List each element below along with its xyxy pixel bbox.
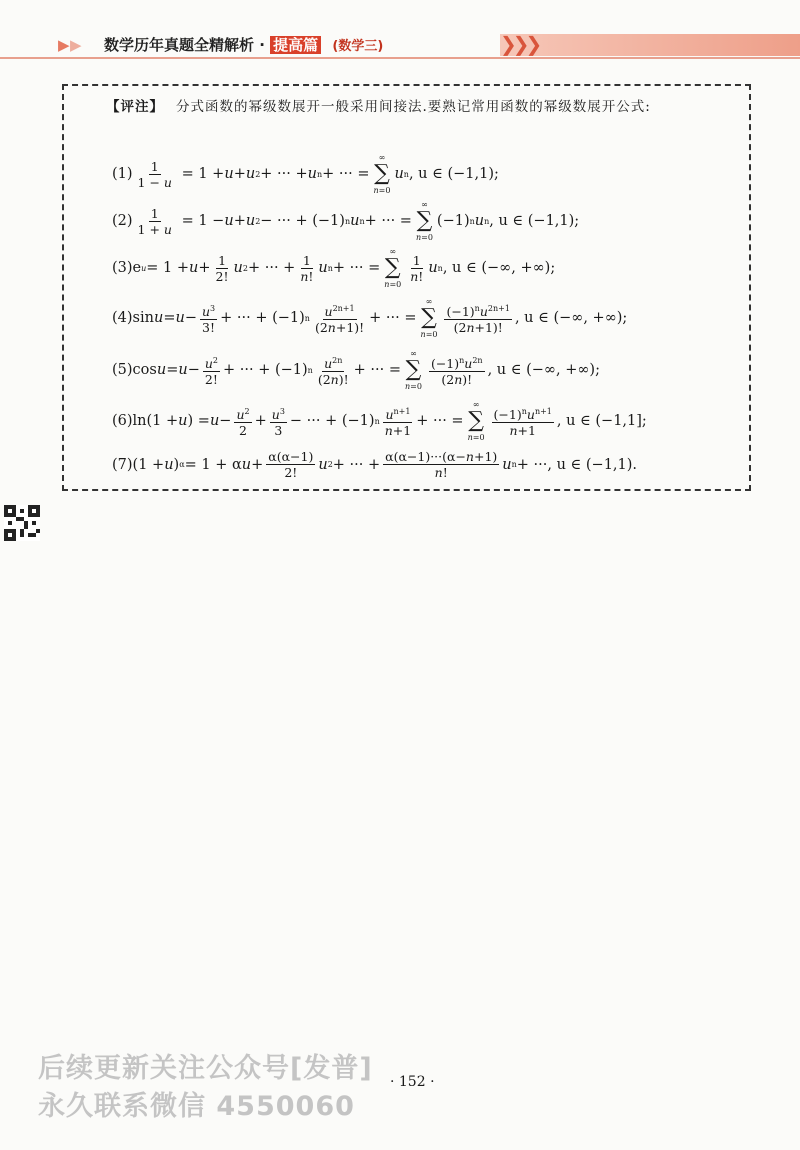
formula-range: , u ∈ (−1,1); (489, 213, 580, 229)
formula-7: (7) (1 + u ) α = 1 + α u + $\frac{\alpha(\alpha-1)}{2!}$ u 2 + ··· + $\frac{\alpha(\alpha-1)\cdot\cdot\cdot(\alpha-n+1)}{n!}$ u n + ··· , u ∈ (−1,1). (112, 449, 638, 480)
formula-range: , u ∈ (−∞, +∞); (487, 362, 600, 378)
note-paragraph (106, 94, 736, 121)
note-text: 分式函数的幂级数展开一般采用间接法.要熟记常用函数的幂级数展开公式: (176, 99, 651, 115)
formula-3: (3) e u = 1 + u + $\frac{1}{2!}$ u 2 + ··· + $\frac{1}{n!}$ u n + ··· = ∞ ∑ n=0 $\frac{1}{n!}$ u n , u ∈ (−∞, +∞); (112, 247, 556, 289)
page-number: · 152 · (390, 1074, 435, 1090)
header-title: 数学历年真题全精解析 · (104, 36, 265, 54)
formula-label: (2) (112, 213, 133, 229)
formula-2: (2) $\frac{1}{1 + u}$ = 1 − u + u 2 − ··· + (−1) n u n + ··· = ∞ ∑ n=0 (−1) n u n , u ∈ (−1,1); (112, 200, 580, 242)
formula-label: (5) (112, 362, 133, 378)
formula-1: (1) $\frac{1}{1 - u}$ = 1 + u + u 2 + ··· + u n + ··· = ∞ ∑ n=0 u n , u ∈ (−1,1); (112, 153, 499, 195)
header-band (500, 34, 800, 56)
formula-label: (3) (112, 260, 133, 276)
watermark-line-1: 后续更新关注公众号[发普] (38, 1053, 373, 1084)
header-highlight: 提高篇 (270, 36, 321, 54)
header-subtitle: (数学三) (332, 39, 384, 54)
formula-4: (4) sin u = u − $\frac{u^3}{3!}$ + ··· + (−1) n $\frac{u^{2n+1}}{(2n+1)!}$ + ··· = ∞ ∑ n=0 $\frac{(-1)^nu^{2n+1}}{(2n+1)!}$ , u ∈ (−∞, +∞); (112, 297, 628, 339)
formula-label: (6) (112, 413, 133, 429)
qr-code-icon (4, 505, 40, 541)
formula-range: , u ∈ (−1,1). (547, 456, 638, 473)
page-header (0, 30, 800, 60)
formula-6: (6) ln(1 + u ) = u − $\frac{u^2}{2}$ + $\frac{u^3}{3}$ − ··· + (−1) n $\frac{u^{n+1}}{n+1}$ + ··· = ∞ ∑ n=0 $\frac{(-1)^nu^{n+1}}{n+1}$ , u ∈ (−1,1]; (112, 400, 647, 442)
book-title (104, 34, 383, 55)
formula-label: (4) (112, 310, 133, 326)
play-arrow-icon: ▶ (58, 36, 70, 54)
formula-label: (1) (112, 166, 133, 182)
note-tag: 【评注】 (106, 99, 164, 115)
chevron-right-icon: ❯❯❯ (500, 32, 539, 56)
formula-range: , u ∈ (−1,1]; (556, 413, 647, 429)
formula-range: , u ∈ (−∞, +∞); (514, 310, 628, 326)
play-arrow-icon: ▶ (70, 36, 82, 54)
header-rule (0, 57, 800, 59)
formula-range: , u ∈ (−∞, +∞); (442, 260, 556, 276)
formula-range: , u ∈ (−1,1); (408, 166, 499, 182)
watermark-line-2: 永久联系微信 4550060 (38, 1091, 355, 1122)
formula-label: (7) (112, 456, 133, 473)
formula-5: (5) cos u = u − $\frac{u^2}{2!}$ + ··· + (−1) n $\frac{u^{2n}}{(2n)!}$ + ··· = ∞ ∑ n=0 $\frac{(-1)^nu^{2n}}{(2n)!}$ , u ∈ (−∞, +∞); (112, 349, 600, 391)
note-box (62, 84, 751, 491)
